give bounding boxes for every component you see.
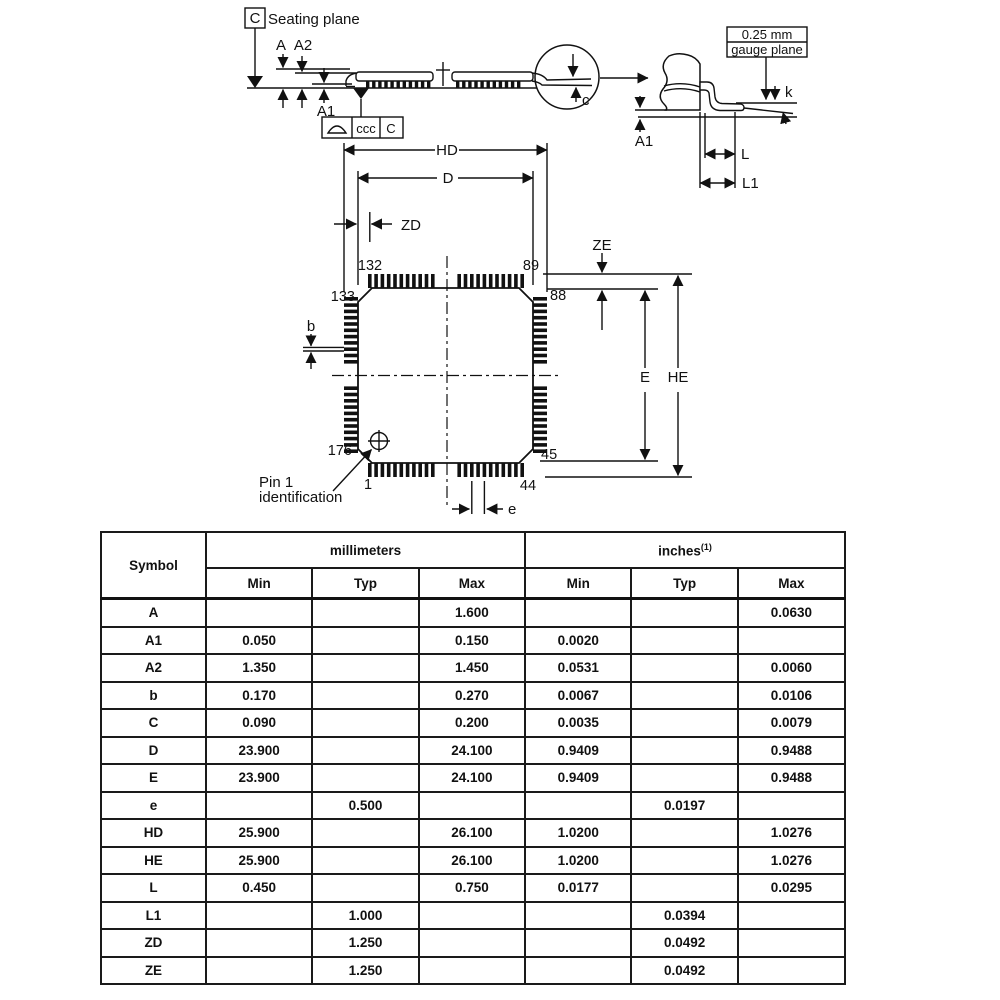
pin-number-45: 45 [541, 447, 558, 463]
pin-lead [533, 437, 547, 441]
value-cell [206, 792, 312, 820]
pin-lead [400, 463, 404, 477]
value-cell: 0.9488 [738, 737, 845, 765]
pin-lead [387, 463, 391, 477]
pin-lead [464, 463, 468, 477]
value-cell: 0.200 [419, 709, 525, 737]
value-cell: 1.0200 [525, 847, 631, 875]
inches-footnote-ref: (1) [700, 541, 712, 552]
pin-lead [533, 347, 547, 351]
table-row [101, 764, 845, 792]
value-cell: 0.0020 [525, 627, 631, 655]
pin-lead [514, 274, 518, 288]
pin-number-1: 1 [363, 477, 373, 493]
pin-lead [400, 274, 404, 288]
pin-lead [381, 274, 385, 288]
pin-lead [533, 341, 547, 345]
value-cell: 1.600 [419, 599, 525, 627]
value-cell: 0.150 [419, 627, 525, 655]
value-cell: 1.250 [312, 957, 418, 985]
value-cell [419, 792, 525, 820]
pin-lead [344, 341, 358, 345]
mm-max-header: Max [419, 568, 525, 599]
pin-lead [409, 81, 412, 88]
table-row [101, 627, 845, 655]
value-cell [525, 792, 631, 820]
pin-lead [533, 405, 547, 409]
dimensions-table-body [101, 599, 845, 985]
pin-lead [533, 386, 547, 390]
value-cell [631, 709, 737, 737]
symbol-cell: C [101, 709, 206, 737]
pin-lead [514, 463, 518, 477]
value-cell: 0.0060 [738, 654, 845, 682]
pin-lead [372, 81, 375, 88]
pin-lead [344, 310, 358, 314]
pin-lead [390, 81, 393, 88]
pin-lead [427, 81, 430, 88]
pin-lead [344, 399, 358, 403]
value-cell: 0.9409 [525, 764, 631, 792]
seating-plane-label: Seating plane [268, 11, 360, 28]
pin-lead [344, 329, 358, 333]
value-cell: 0.750 [419, 874, 525, 902]
pin-lead [487, 81, 490, 88]
pin-lead [533, 412, 547, 416]
table-row [101, 654, 845, 682]
pin-lead [502, 274, 506, 288]
pin-lead [502, 463, 506, 477]
symbol-cell: D [101, 737, 206, 765]
pin-lead [495, 463, 499, 477]
value-cell: 0.0531 [525, 654, 631, 682]
pin1-note-line1: Pin 1 [259, 474, 294, 491]
value-cell [312, 599, 418, 627]
pin-lead [464, 274, 468, 288]
pin-lead [517, 81, 520, 88]
pin-lead [418, 463, 422, 477]
symbol-cell: e [101, 792, 206, 820]
pin-lead [344, 316, 358, 320]
dim-e-label: E [639, 369, 651, 386]
symbol-cell: HE [101, 847, 206, 875]
dimensions-table [100, 531, 846, 985]
table-row [101, 599, 845, 627]
pin-lead [406, 274, 410, 288]
pin-lead [344, 393, 358, 397]
pin-number-133: 133 [330, 289, 355, 305]
value-cell: 26.100 [419, 847, 525, 875]
table-row [101, 902, 845, 930]
value-cell [738, 929, 845, 957]
datum-triangle-icon [353, 88, 369, 99]
pin-lead [533, 303, 547, 307]
pin-lead [366, 81, 369, 88]
value-cell: 1.250 [312, 929, 418, 957]
pin-lead [533, 354, 547, 358]
value-cell: 1.0276 [738, 819, 845, 847]
pin-lead [493, 81, 496, 88]
value-cell: 0.0177 [525, 874, 631, 902]
value-cell [312, 874, 418, 902]
pin-lead [406, 463, 410, 477]
value-cell [631, 599, 737, 627]
dim-hd-label: HD [436, 142, 458, 159]
pin-lead [489, 463, 493, 477]
pin-lead [483, 463, 487, 477]
value-cell: 0.0079 [738, 709, 845, 737]
package-top-view [303, 143, 692, 514]
value-cell: 1.450 [419, 654, 525, 682]
value-cell [206, 599, 312, 627]
pin-lead [344, 386, 358, 390]
value-cell [525, 902, 631, 930]
value-cell [312, 654, 418, 682]
pin-lead [474, 81, 477, 88]
value-cell: 0.090 [206, 709, 312, 737]
in-typ-header: Typ [631, 568, 737, 599]
pin-lead [344, 412, 358, 416]
table-row [101, 737, 845, 765]
value-cell: 0.500 [312, 792, 418, 820]
pin-lead [415, 81, 418, 88]
value-cell [738, 957, 845, 985]
symbol-cell: HD [101, 819, 206, 847]
dim-l-label: L [741, 146, 750, 163]
symbol-cell: L1 [101, 902, 206, 930]
pin-lead [489, 274, 493, 288]
pin-lead [533, 431, 547, 435]
value-cell: 1.0200 [525, 819, 631, 847]
mm-min-header: Min [206, 568, 312, 599]
dim-a-label: A [275, 37, 287, 54]
dim-b-label: b [306, 318, 316, 335]
value-cell: 0.0492 [631, 929, 737, 957]
in-max-header: Max [738, 568, 845, 599]
value-cell: 0.0035 [525, 709, 631, 737]
value-cell [206, 902, 312, 930]
pin-lead [393, 274, 397, 288]
pin-lead [508, 463, 512, 477]
value-cell [312, 737, 418, 765]
pin-lead [533, 360, 547, 364]
pin-lead [344, 354, 358, 358]
pin-lead [412, 274, 416, 288]
pin-number-176: 176 [327, 443, 352, 459]
pin-lead [431, 463, 435, 477]
value-cell [206, 929, 312, 957]
pin-lead [533, 297, 547, 301]
value-cell: 1.350 [206, 654, 312, 682]
pin-lead [344, 347, 358, 351]
pin-lead [381, 463, 385, 477]
value-cell [631, 874, 737, 902]
pin-lead [403, 81, 406, 88]
value-cell: 0.9409 [525, 737, 631, 765]
symbol-cell: A [101, 599, 206, 627]
dim-l1-label: L1 [742, 175, 759, 192]
value-cell [312, 682, 418, 710]
value-cell: 0.0630 [738, 599, 845, 627]
pin-lead [425, 463, 429, 477]
pin-lead [470, 463, 474, 477]
symbol-cell: L [101, 874, 206, 902]
pin-lead [533, 322, 547, 326]
pin-lead [533, 329, 547, 333]
table-row [101, 709, 845, 737]
pin-lead [499, 81, 502, 88]
pin-lead [344, 418, 358, 422]
dim-a1-label: A1 [316, 103, 336, 120]
dim-k-label: k [785, 84, 793, 101]
pin-lead [476, 274, 480, 288]
table-row [101, 957, 845, 985]
pin-lead [533, 310, 547, 314]
value-cell [738, 627, 845, 655]
pin-lead [344, 431, 358, 435]
pin-lead [533, 418, 547, 422]
table-row [101, 929, 845, 957]
pin-lead [393, 463, 397, 477]
value-cell [525, 929, 631, 957]
dim-he-label: HE [667, 369, 689, 386]
pin-lead [456, 81, 459, 88]
value-cell: 1.000 [312, 902, 418, 930]
pin-lead [508, 274, 512, 288]
value-cell: 1.0276 [738, 847, 845, 875]
mm-typ-header: Typ [312, 568, 418, 599]
value-cell [631, 819, 737, 847]
pin-lead [344, 335, 358, 339]
value-cell [631, 682, 737, 710]
pin-lead [495, 274, 499, 288]
value-cell [631, 847, 737, 875]
pin-lead [378, 81, 381, 88]
value-cell: 0.050 [206, 627, 312, 655]
value-cell [738, 792, 845, 820]
value-cell: 0.0106 [738, 682, 845, 710]
symbol-column-header: Symbol [101, 532, 206, 599]
value-cell [738, 902, 845, 930]
pin-number-88: 88 [550, 288, 567, 304]
pin-lead [476, 463, 480, 477]
dim-ze-label: ZE [592, 237, 612, 254]
seating-plane-symbol-icon [328, 126, 346, 133]
pin-lead [533, 316, 547, 320]
value-cell: 23.900 [206, 737, 312, 765]
value-cell [631, 627, 737, 655]
pin-lead [470, 274, 474, 288]
table-row [101, 874, 845, 902]
pin-lead [431, 274, 435, 288]
pin-lead [397, 81, 400, 88]
value-cell: 0.450 [206, 874, 312, 902]
value-cell [631, 737, 737, 765]
value-cell: 0.9488 [738, 764, 845, 792]
gauge-box-line2: gauge plane [731, 42, 803, 57]
pin-lead [457, 274, 461, 288]
pin-lead [533, 335, 547, 339]
detail-a1-label: A1 [634, 133, 654, 150]
value-cell [419, 902, 525, 930]
pin-lead [418, 274, 422, 288]
pin-lead [457, 463, 461, 477]
value-cell [206, 957, 312, 985]
value-cell [312, 847, 418, 875]
pin-lead [533, 393, 547, 397]
value-cell [419, 929, 525, 957]
value-cell: 23.900 [206, 764, 312, 792]
pin-lead [520, 274, 524, 288]
pin-lead [374, 274, 378, 288]
value-cell: 0.170 [206, 682, 312, 710]
value-cell: 0.0295 [738, 874, 845, 902]
pin-lead [462, 81, 465, 88]
pin-number-44: 44 [519, 478, 537, 494]
dim-c-label: c [582, 92, 590, 109]
datum-triangle-icon [247, 76, 263, 88]
datum-c-label: C [249, 10, 261, 27]
lead-foot [700, 82, 744, 111]
value-cell: 0.0067 [525, 682, 631, 710]
pin-lead [425, 274, 429, 288]
value-cell [525, 599, 631, 627]
pin-lead [344, 424, 358, 428]
table-row [101, 682, 845, 710]
symbol-cell: A1 [101, 627, 206, 655]
millimeters-group-header: millimeters [206, 532, 525, 568]
value-cell: 25.900 [206, 847, 312, 875]
value-cell [312, 764, 418, 792]
table-row [101, 847, 845, 875]
value-cell [312, 627, 418, 655]
pin-lead [344, 405, 358, 409]
value-cell: 25.900 [206, 819, 312, 847]
symbol-cell: ZE [101, 957, 206, 985]
pin-lead [344, 437, 358, 441]
tolerance-value-label: ccc [356, 121, 376, 136]
value-cell: 0.0197 [631, 792, 737, 820]
in-min-header: Min [525, 568, 631, 599]
value-cell [631, 654, 737, 682]
symbol-cell: b [101, 682, 206, 710]
pin-number-132: 132 [357, 258, 383, 274]
pin-lead [344, 322, 358, 326]
pin1-note-line2: identification [259, 489, 343, 506]
value-cell [312, 709, 418, 737]
pin-lead [505, 81, 508, 88]
gauge-box-line1: 0.25 mm [741, 27, 793, 42]
value-cell: 26.100 [419, 819, 525, 847]
value-cell: 24.100 [419, 737, 525, 765]
value-cell: 0.0394 [631, 902, 737, 930]
pin-lead [480, 81, 483, 88]
value-cell: 0.270 [419, 682, 525, 710]
package-body-section [660, 54, 700, 110]
tolerance-datum-label: C [386, 121, 396, 136]
pin-lead [421, 81, 424, 88]
pin-lead [374, 463, 378, 477]
value-cell [631, 764, 737, 792]
dim-d-label: D [442, 170, 454, 187]
table-row [101, 819, 845, 847]
pin-lead [412, 463, 416, 477]
value-cell: 24.100 [419, 764, 525, 792]
pin-lead [368, 463, 372, 477]
pin-lead [533, 399, 547, 403]
symbol-cell: ZD [101, 929, 206, 957]
pin-lead [387, 274, 391, 288]
symbol-cell: A2 [101, 654, 206, 682]
pin-lead [368, 274, 372, 288]
pin-lead [384, 81, 387, 88]
pin-lead [533, 424, 547, 428]
value-cell [525, 957, 631, 985]
table-row [101, 792, 845, 820]
symbol-cell: E [101, 764, 206, 792]
pin-lead [344, 360, 358, 364]
inches-group-header: inches$^{(1)}$ [525, 532, 845, 568]
dim-e-pitch-label: e [508, 501, 517, 518]
pin-lead [483, 274, 487, 288]
pin-lead [520, 463, 524, 477]
value-cell: 0.0492 [631, 957, 737, 985]
value-cell [312, 819, 418, 847]
pin-lead [511, 81, 514, 88]
dim-a2-label: A2 [293, 37, 313, 54]
pin-number-89: 89 [522, 258, 540, 274]
dim-zd-label: ZD [401, 217, 421, 234]
pin-lead [468, 81, 471, 88]
value-cell [419, 957, 525, 985]
